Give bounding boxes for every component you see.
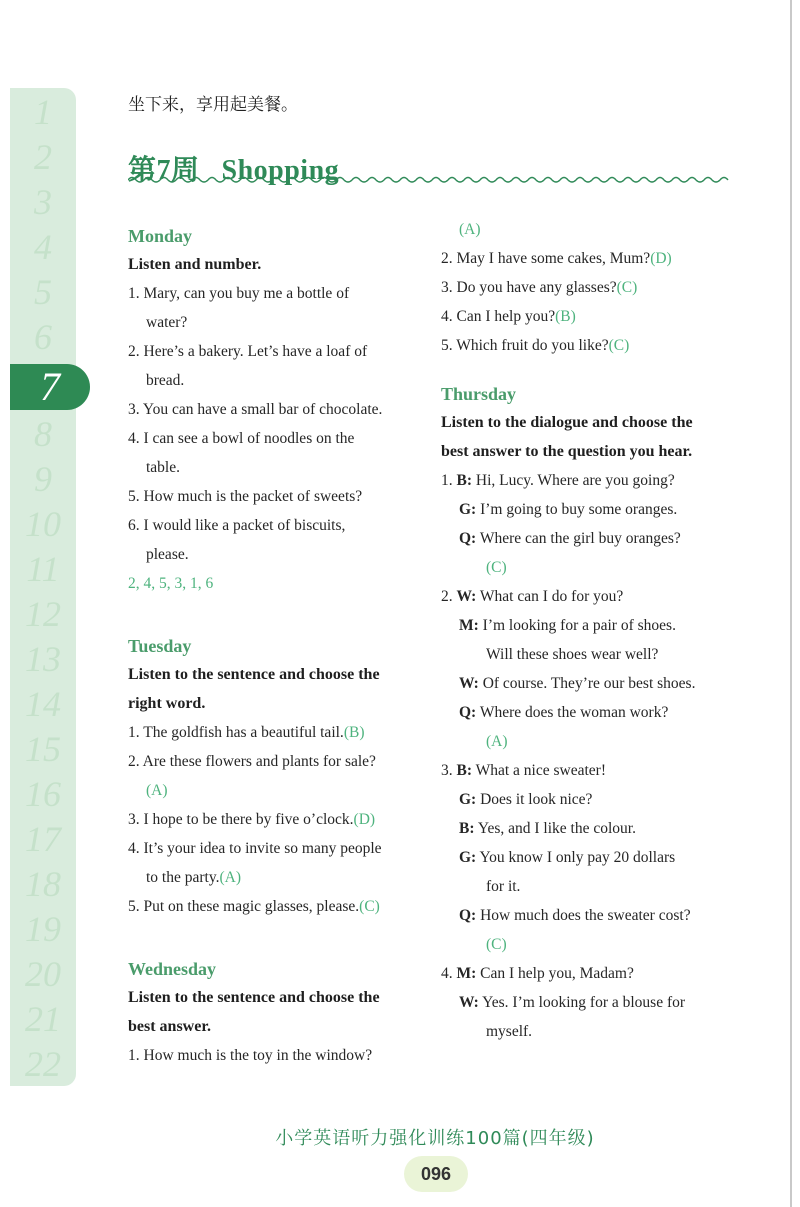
- d3-line-b2: Yes, and I like the colour.: [477, 820, 636, 837]
- dialogue-4: [441, 959, 741, 1046]
- d2-line-w2: Of course. They’re our best shoes.: [482, 675, 696, 692]
- tab-11[interactable]: 11: [26, 549, 60, 589]
- d2-number: 2.: [441, 588, 453, 605]
- d3-number: 3.: [441, 762, 453, 779]
- right-column: [441, 215, 741, 1046]
- d3-speaker-b2: B:: [459, 820, 475, 837]
- day-heading-tuesday: Tuesday: [128, 636, 192, 656]
- tab-19[interactable]: 19: [25, 909, 61, 949]
- tuesday-item-4-text-line2: to the party.: [146, 869, 220, 886]
- wednesday-item-5: [441, 331, 741, 360]
- d4-line-m: Can I help you, Madam?: [480, 965, 634, 982]
- tuesday-item-5-answer: (C): [359, 898, 380, 915]
- tab-22[interactable]: 22: [25, 1044, 61, 1084]
- tab-17[interactable]: 17: [25, 819, 61, 859]
- d2-line-m-cont: Will these shoes wear well?: [486, 646, 659, 663]
- wednesday-item-1-text: 1. How much is the toy in the window?: [128, 1047, 373, 1064]
- d3-question-label: Q:: [459, 907, 477, 924]
- day-heading-monday: Monday: [128, 226, 193, 246]
- monday-item-4-line2: table.: [146, 459, 180, 476]
- d1-number: 1.: [441, 472, 453, 489]
- wednesday-item-1-answer: (A): [459, 221, 481, 238]
- d1-speaker-g: G:: [459, 501, 477, 518]
- wednesday-item-5-text: 5. Which fruit do you like?: [441, 337, 609, 354]
- monday-item-6: [128, 511, 428, 569]
- wednesday-item-2-text: 2. May I have some cakes, Mum?: [441, 250, 651, 267]
- d2-line-w: What can I do for you?: [479, 588, 624, 605]
- wednesday-instruction-line1: Listen to the sentence and choose the: [128, 989, 380, 1006]
- tuesday-item-1: [128, 718, 428, 747]
- left-column: [128, 218, 428, 1070]
- tab-8[interactable]: 8: [34, 414, 52, 454]
- wavy-divider: [128, 172, 732, 186]
- intro-text: 坐下来，享用起美餐。: [128, 95, 298, 114]
- d2-speaker-w: W:: [456, 588, 477, 605]
- page-number-badge: 096: [404, 1156, 468, 1192]
- d3-question: How much does the sweater cost?: [480, 907, 691, 924]
- wednesday-item-3-text: 3. Do you have any glasses?: [441, 279, 617, 296]
- tuesday-item-2: [128, 747, 428, 805]
- d1-line-g: I’m going to buy some oranges.: [480, 501, 678, 518]
- monday-item-2-line2: bread.: [146, 372, 185, 389]
- tuesday-item-3-answer: (D): [353, 811, 376, 828]
- d2-speaker-m: M:: [459, 617, 479, 634]
- d4-number: 4.: [441, 965, 453, 982]
- tab-12[interactable]: 12: [25, 594, 61, 634]
- d4-line-w-cont: myself.: [486, 1023, 533, 1040]
- wednesday-item-2-answer: (D): [650, 250, 672, 267]
- book-title-footer: 小学英语听力强化训练100篇(四年级): [275, 1128, 595, 1149]
- tuesday-item-1-text: 1. The goldfish has a beautiful tail.: [128, 724, 344, 741]
- tuesday-item-3-text: 3. I hope to be there by five o’clock.: [128, 811, 354, 828]
- d3-answer: (C): [486, 936, 507, 953]
- tab-2[interactable]: 2: [34, 137, 52, 177]
- tab-15[interactable]: 15: [25, 729, 61, 769]
- thursday-instruction-line1: Listen to the dialogue and choose the: [441, 414, 693, 431]
- d3-speaker-g: G:: [459, 791, 477, 808]
- d1-answer: (C): [486, 559, 507, 576]
- monday-item-4-line1: 4. I can see a bowl of noodles on the: [128, 430, 355, 447]
- monday-item-3: 3. You can have a small bar of chocolate.: [128, 401, 383, 418]
- tab-9[interactable]: 9: [34, 459, 52, 499]
- d2-question-label: Q:: [459, 704, 477, 721]
- d3-speaker-b: B:: [456, 762, 472, 779]
- d1-line-b: Hi, Lucy. Where are you going?: [475, 472, 675, 489]
- tuesday-item-4: [128, 834, 428, 892]
- thursday-instruction-line2: best answer to the question you hear.: [441, 443, 693, 460]
- tab-1[interactable]: 1: [34, 92, 52, 132]
- d2-question: Where does the woman work?: [479, 704, 669, 721]
- monday-instruction: Listen and number.: [128, 256, 262, 273]
- tuesday-item-3: [128, 805, 428, 834]
- monday-item-5: 5. How much is the packet of sweets?: [128, 488, 363, 505]
- wednesday-item-4: [441, 302, 741, 331]
- tuesday-instruction-line1: Listen to the sentence and choose the: [128, 666, 380, 683]
- day-heading-wednesday: Wednesday: [128, 959, 217, 979]
- day-heading-thursday: Thursday: [441, 384, 517, 404]
- d1-question: Where can the girl buy oranges?: [479, 530, 681, 547]
- wednesday-item-3-answer: (C): [616, 279, 638, 296]
- d1-question-label: Q:: [459, 530, 477, 547]
- monday-item-6-line1: 6. I would like a packet of biscuits,: [128, 517, 346, 534]
- tuesday-item-2-text: 2. Are these flowers and plants for sale?: [128, 753, 376, 770]
- d2-speaker-w2: W:: [459, 675, 479, 692]
- tab-5[interactable]: 5: [34, 272, 52, 312]
- tab-6[interactable]: 6: [34, 317, 52, 357]
- tab-13[interactable]: 13: [25, 639, 61, 679]
- tuesday-item-5-text: 5. Put on these magic glasses, please.: [128, 898, 360, 915]
- tab-20[interactable]: 20: [25, 954, 61, 994]
- dialogue-2: [441, 582, 741, 756]
- tab-21[interactable]: 21: [25, 999, 61, 1039]
- tab-4[interactable]: 4: [34, 227, 52, 267]
- d3-line-b: What a nice sweater!: [475, 762, 606, 779]
- tab-16[interactable]: 16: [25, 774, 61, 814]
- tuesday-instruction-line2: right word.: [128, 695, 206, 712]
- binding-edge-line: [790, 0, 792, 1207]
- d4-speaker-w: W:: [459, 994, 479, 1011]
- tab-7-active[interactable]: 7: [10, 364, 90, 410]
- wednesday-item-4-answer: (B): [555, 308, 576, 325]
- week-label: 第7周: [128, 155, 200, 186]
- d3-speaker-g2: G:: [459, 849, 477, 866]
- d2-answer: (A): [486, 733, 508, 750]
- monday-item-2: [128, 337, 428, 395]
- tab-14[interactable]: 14: [25, 684, 61, 724]
- monday-item-2-line1: 2. Here’s a bakery. Let’s have a loaf of: [128, 343, 368, 360]
- monday-answer: 2, 4, 5, 3, 1, 6: [128, 575, 214, 592]
- tab-10[interactable]: 10: [25, 504, 61, 544]
- d3-line-g2-cont: for it.: [486, 878, 521, 895]
- tuesday-item-4-answer: (A): [219, 869, 241, 886]
- monday-item-4: [128, 424, 428, 482]
- wednesday-instruction-line2: best answer.: [128, 1018, 211, 1035]
- tab-18[interactable]: 18: [25, 864, 61, 904]
- tuesday-item-2-answer: (A): [146, 782, 168, 799]
- week-title: Shopping: [221, 155, 340, 186]
- tuesday-item-5: [128, 892, 428, 921]
- monday-item-6-line2: please.: [146, 546, 189, 563]
- tuesday-item-4-text: 4. It’s your idea to invite so many people: [128, 840, 382, 857]
- dialogue-3: [441, 756, 741, 959]
- d4-line-w: Yes. I’m looking for a blouse for: [482, 994, 686, 1011]
- d2-line-m: I’m looking for a pair of shoes.: [482, 617, 676, 634]
- wednesday-item-2: [441, 244, 741, 273]
- wednesday-item-5-answer: (C): [608, 337, 630, 354]
- monday-item-1: [128, 279, 428, 337]
- dialogue-1: [441, 466, 741, 582]
- monday-item-1-line2: water?: [146, 314, 188, 331]
- wednesday-item-4-text: 4. Can I help you?: [441, 308, 556, 325]
- d3-line-g2: You know I only pay 20 dollars: [479, 849, 676, 866]
- monday-item-1-line1: 1. Mary, can you buy me a bottle of: [128, 285, 350, 302]
- tuesday-item-1-answer: (B): [343, 724, 365, 741]
- wednesday-item-3: [441, 273, 741, 302]
- tab-3[interactable]: 3: [34, 182, 52, 222]
- d4-speaker-m: M:: [456, 965, 477, 982]
- d3-line-g: Does it look nice?: [480, 791, 593, 808]
- d1-speaker-b: B:: [456, 472, 472, 489]
